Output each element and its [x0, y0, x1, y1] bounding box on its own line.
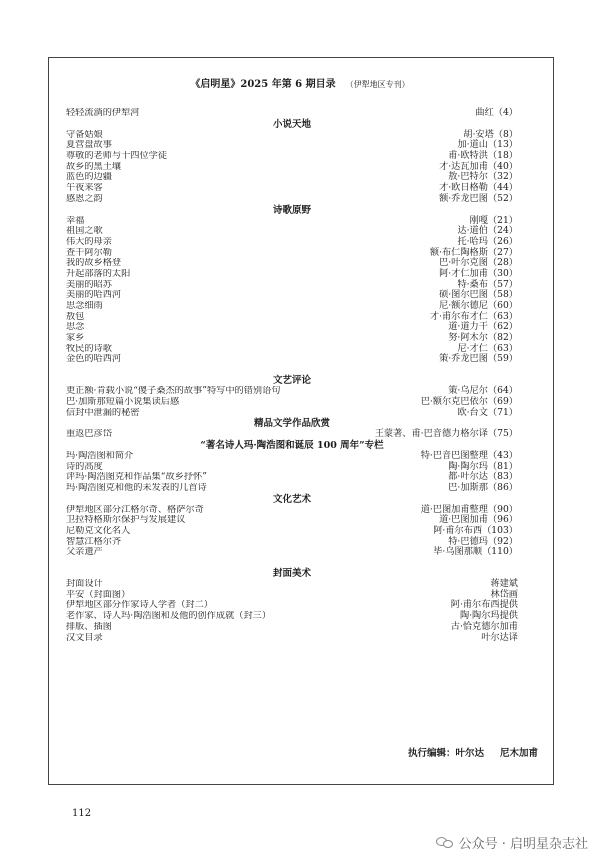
toc-spacer — [66, 558, 518, 568]
toc-entry — [66, 108, 518, 119]
entry-title: 卫拉特格斯尔保护与发展建议 — [66, 515, 186, 526]
toc-entry — [66, 269, 518, 280]
toc-entry — [66, 130, 518, 141]
entry-author-page: 甫·欧特洪（18） — [448, 150, 518, 162]
entry-title: 我的故乡格登 — [66, 258, 122, 269]
page-title — [60, 75, 540, 89]
entry-title: 玛·陶浩图和简介 — [66, 450, 134, 461]
section-heading: 文艺评论 — [272, 375, 311, 387]
section-heading: 文化艺术 — [272, 493, 311, 505]
entry-title: 查干阿尔勒 — [66, 247, 112, 258]
entry-title: 更正额·肯载小说“傻子桑杰的故事”特写中的错别语句 — [66, 386, 281, 397]
toc-entry — [66, 226, 518, 237]
entry-title: 诗的高度 — [66, 461, 103, 472]
entry-author-page: 曲红（4） — [475, 107, 518, 118]
table-of-contents — [66, 108, 518, 643]
entry-author-page: 努·阿木尔（82） — [448, 332, 518, 344]
entry-author-page: 阿·甫尔布西（103） — [433, 525, 518, 536]
entry-author-page: 巴·额尔克巴依尔（69） — [420, 395, 518, 407]
entry-author-page: 才·甫尔布才仁（63） — [429, 310, 518, 322]
entry-author-page: 特·巴音巴图整理（43） — [420, 449, 518, 461]
entry-author-page: 额·乔龙巴图（52） — [439, 192, 518, 204]
editor-name-2: 尼木加甫 — [499, 748, 538, 759]
entry-title: 玛·陶浩图克和他的未发表的几首诗 — [66, 482, 207, 493]
entry-author-page: 毕·乌图那顺（110） — [433, 546, 518, 558]
title-text: 《启明星》2025 年第 6 期目录 — [190, 79, 336, 90]
entry-title: 思念 — [66, 322, 85, 333]
entry-author-page: 特·巴德玛（92） — [448, 535, 518, 547]
entry-title: 思念细雨 — [66, 301, 103, 311]
entry-author-page: 达·道伯（24） — [457, 225, 518, 237]
entry-title: 蓝色的边疆 — [66, 172, 112, 183]
entry-title: 排版、插图 — [66, 621, 112, 632]
entry-title: 午夜来客 — [66, 183, 103, 194]
editors-label: 执行编辑： — [407, 748, 456, 759]
entry-author-page: 特·桑布（57） — [457, 278, 518, 290]
entry-author-page: 硕·图尔巴图（58） — [439, 289, 518, 301]
section-heading: 小说天地 — [272, 118, 311, 130]
entry-author-page: 林岱画 — [490, 588, 518, 600]
entry-title: 美丽的哈西河 — [66, 290, 122, 301]
entry-title: 伟大的母亲 — [66, 236, 112, 247]
toc-entry — [66, 547, 518, 558]
entry-author-page: 蒋建斌 — [490, 578, 518, 590]
toc-entry — [66, 397, 518, 408]
entry-title: 信封中泄漏的秘密 — [66, 407, 140, 418]
entry-author-page: 巴·加斯那（86） — [448, 481, 518, 493]
entry-author-page: 才·达瓦加甫（40） — [439, 160, 518, 172]
wechat-icon — [436, 836, 454, 850]
entry-title: 夏营盘故事 — [66, 140, 112, 151]
toc-entry — [66, 194, 518, 205]
entry-author-page: 阿·才仁加甫（30） — [439, 267, 518, 279]
entry-author-page: 叶尔达译 — [481, 631, 518, 643]
toc-entry — [66, 333, 518, 344]
entry-title: 汉文目录 — [66, 632, 103, 643]
entry-title: 重返巴彦岱 — [66, 429, 112, 440]
toc-entry — [66, 633, 518, 644]
toc-entry — [66, 216, 518, 227]
entry-title: 评玛·陶浩图克和作品集“故乡抒怀” — [66, 472, 207, 483]
entry-author-page: 加·道山（13） — [457, 139, 518, 151]
entry-author-page: 王蒙著、甫·巴音德力格尔译（75） — [374, 428, 518, 440]
entry-title: 升起部落的太阳 — [66, 268, 131, 279]
toc-entry — [66, 354, 518, 365]
entry-title: 尼勒克文化名人 — [66, 526, 131, 536]
entry-title: 封面设计 — [66, 579, 103, 590]
entry-title: 巴·加斯那短篇小说集读后感 — [66, 396, 180, 407]
toc-entry — [66, 429, 518, 440]
entry-author-page: 尼·才仁（63） — [457, 342, 518, 354]
entry-author-page: 陶·陶尔玛（81） — [448, 460, 518, 472]
entry-author-page: 额·布仁陶格斯（27） — [429, 246, 518, 258]
section-heading: 诗歌原野 — [272, 204, 311, 216]
entry-author-page: 古·恰克德尔加甫 — [450, 620, 518, 632]
entry-title: 幸福 — [66, 215, 85, 226]
entry-title: 伊犁地区部分作家诗人学者（封二） — [66, 600, 213, 611]
entry-title: 尊敬的老师与十四位学徒 — [66, 151, 168, 162]
section-heading: 封面美术 — [272, 568, 311, 580]
entry-title: 家乡 — [66, 333, 85, 344]
toc-entry — [66, 408, 518, 419]
entry-title: 故乡的黑土壤 — [66, 161, 122, 172]
title-subtitle: （伊犁地区专刊） — [345, 80, 410, 89]
toc-entry — [66, 622, 518, 633]
entry-title: 老作家、诗人玛·陶浩图和及他的创作成就（封三） — [66, 611, 272, 622]
toc-entry — [66, 483, 518, 494]
entry-author-page: 托·哈玛（26） — [457, 235, 518, 247]
entry-author-page: 道·巴图加甫整理（90） — [420, 503, 518, 515]
entry-author-page: 策·乌尼尔（64） — [448, 385, 518, 397]
entry-title: 牧民的诗歌 — [66, 343, 112, 354]
entry-title: 守备姑娘 — [66, 129, 103, 140]
section-heading: 精品文学作品欣赏 — [253, 418, 330, 430]
editor-name-1: 叶尔达 — [455, 748, 484, 759]
entry-author-page: 才·欧日格勒（44） — [439, 182, 518, 194]
toc-entry — [66, 237, 518, 248]
toc-entry — [66, 600, 518, 611]
entry-title: 祖国之歌 — [66, 226, 103, 237]
entry-title: 父亲遗产 — [66, 547, 103, 558]
entry-author-page: 刚嘎（21） — [469, 214, 518, 226]
entry-title: 智慧江格尔齐 — [66, 536, 122, 547]
toc-entry — [66, 451, 518, 462]
watermark-text: 公众号 · 启明星杂志社 — [458, 837, 588, 852]
entry-author-page: 尼·额尔德尼（60） — [439, 300, 518, 311]
entry-author-page: 陶·陶尔玛提供 — [459, 610, 518, 622]
page-number: 112 — [72, 808, 92, 819]
entry-title: 敖包 — [66, 311, 85, 322]
entry-author-page: 敖·巴特尔（32） — [448, 171, 518, 183]
entry-author-page: 阿·甫尔布西提供 — [450, 599, 518, 611]
entry-author-page: 策·乔龙巴图（59） — [439, 353, 518, 365]
watermark — [436, 833, 588, 852]
entry-title: 伊犁地区部分江格尔奇、格萨尔奇 — [66, 504, 204, 515]
entry-title: 美丽的昭苏 — [66, 279, 112, 290]
toc-entry — [66, 579, 518, 590]
entry-title: 轻轻流淌的伊犁河 — [66, 108, 140, 118]
entry-author-page: 欧·台文（71） — [457, 406, 518, 418]
entry-title: 感恩之韵 — [66, 193, 103, 204]
toc-spacer — [66, 365, 518, 375]
entry-author-page: 都·叶尔达（83） — [448, 471, 518, 483]
entry-author-page: 道·巴图加甫（96） — [439, 514, 518, 526]
entry-title: 平安（封面图） — [66, 589, 131, 600]
executive-editors — [408, 745, 538, 759]
entry-author-page: 胡·安塔（8） — [463, 128, 518, 140]
section-heading: “著名诗人玛·陶浩图和诞辰 100 周年”专栏 — [200, 439, 384, 451]
entry-author-page: 道·道力干（62） — [448, 321, 518, 333]
entry-title: 金色的哈西河 — [66, 354, 122, 365]
entry-author-page: 巴·叶尔克图（28） — [439, 257, 518, 269]
